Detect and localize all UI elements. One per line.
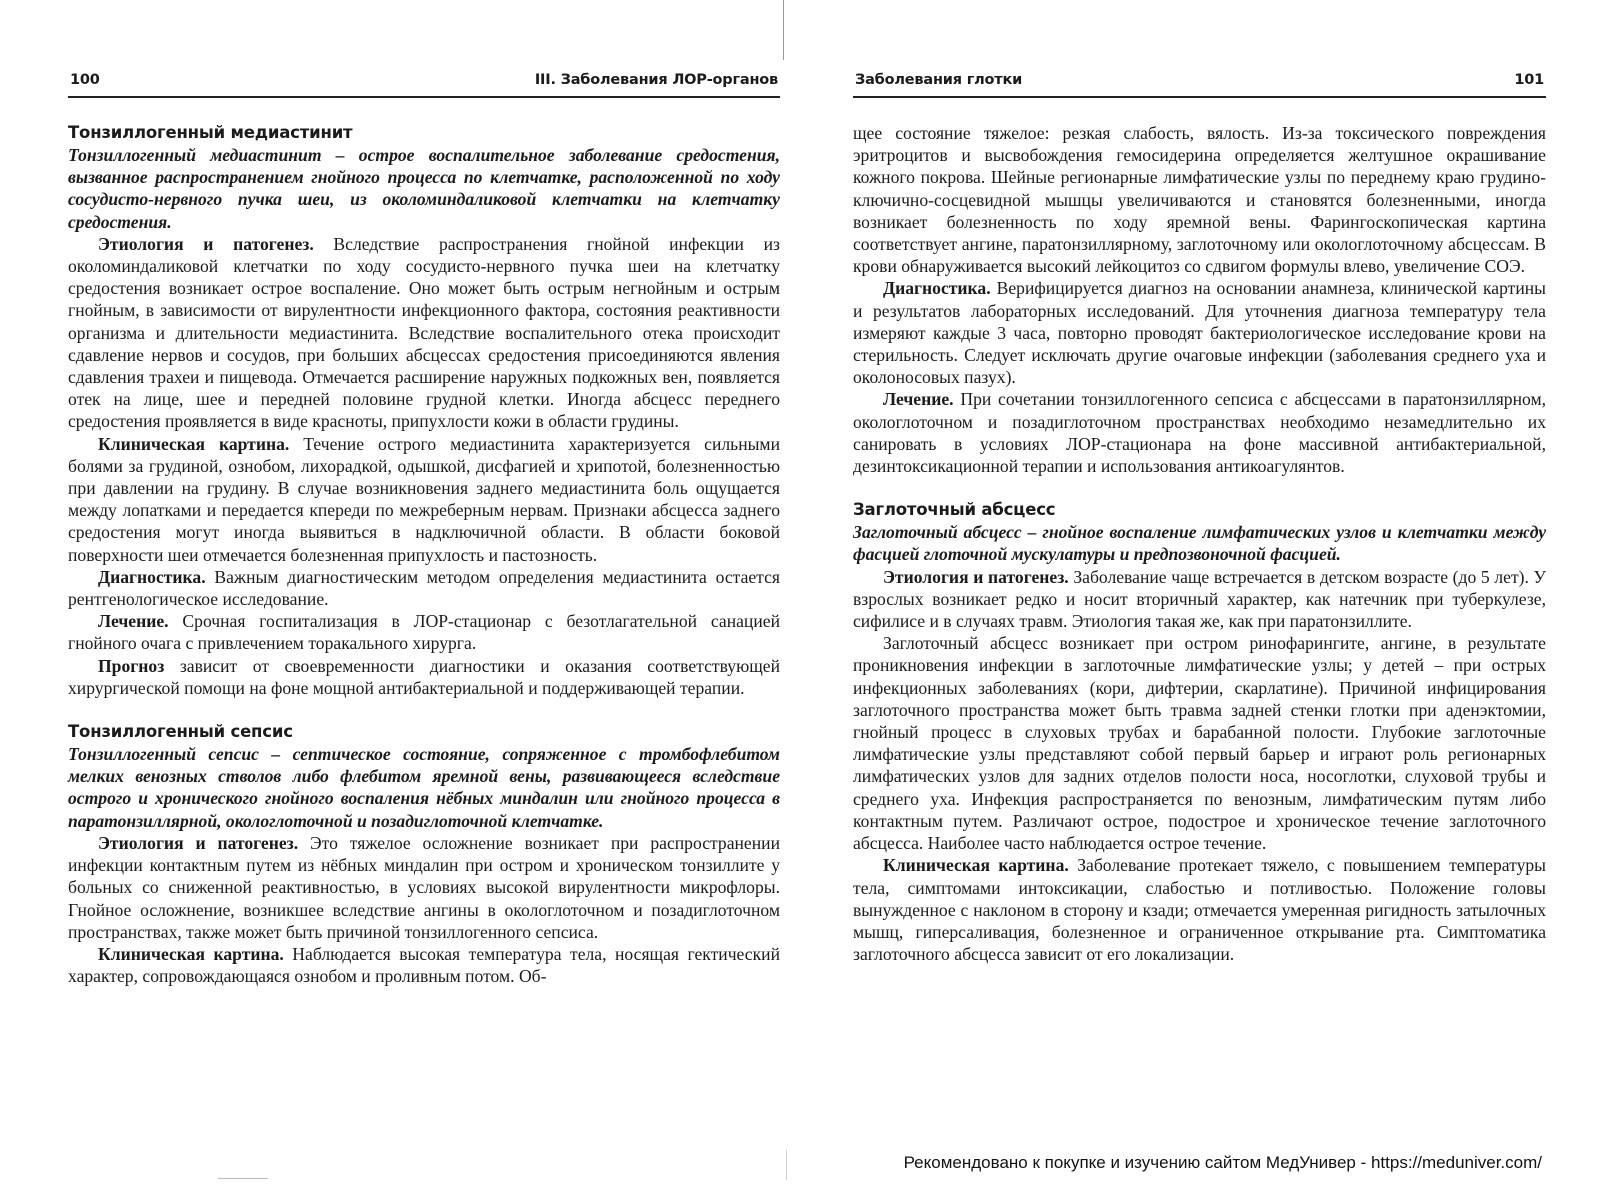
- definition-sepsis: Тонзиллогенный сепсис – септическое состояние, сопряженное с тромбофлебитом мелких венозных стволов либо флебитом яремной вены, развивающееся вследствие острого и хронического гнойного воспаления нёбных миндалин или гнойного процесса в паратонзиллярной, окологлоточной и позадиглоточной клетчатке.: [68, 744, 780, 831]
- paragraph: [68, 610, 780, 654]
- page-number-left: 100: [70, 72, 100, 88]
- paragraph-text: Верифицируется диагноз на основании анамнеза, клинической картины и результатов лабораторных исследований. Для уточнения диагноза температуру тела измеряют каждые 3 часа, повторно проводят бактериологическое исследование крови на стерильность. Следует исключать другие очаговые инфекции (заболевания среднего уха и околоносовых пазух).: [853, 278, 1546, 388]
- left-page-body: [68, 122, 780, 987]
- left-page: [68, 0, 780, 1204]
- paragraph-text: Вследствие распространения гнойной инфекции из околоминдаликовой клетчатки по ходу сосудисто-нервного пучка шеи на клетчатку средостения возникает острое воспаление. Оно может быть острым негнойным и острым гнойным, в зависимости от вирулентности инфекционного фактора, состояния реактивности организма и длительности медиастинита. Вследствие воспалительного отека происходит сдавление нервов и сосудов, при больших абсцессах средостения присоединяются явления сдавления трахеи и пищевода. Отмечается расширение наружных подкожных вен, появляется отек на лице, шее и передней половине грудной клетки. Иногда абсцесс переднего средостения проявляется в виде красноты, припухлости кожи в области грудины.: [68, 233, 780, 432]
- paragraph-text: Наблюдается высокая температура тела, носящая гектический характер, сопровождающаяся ознобом и проливным потом. Об-: [68, 943, 780, 987]
- paragraph: Заглоточный абсцесс возникает при остром ринофарингите, ангине, в результате проникновения инфекции в заглоточные лимфатические узлы; у детей – при острых инфекционных заболеваниях (кори, дифтерии, скарлатине). Причиной инфицирования заглоточного пространства может быть травма задней стенки глотки при аденэктомии, гнойный процесс в слуховых трубах и барабанной полости. Глубокие заглоточные лимфатические узлы представляют собой первый барьер и играют роль регионарных лимфатических узлов для задних отделов полости носа, носоглотки, слуховой трубы и среднего уха. Инфекция распространяется по венозным, лимфатическим путям либо контактным путем. Различают острое, подострое и хроническое течение заглоточного абсцесса. Наиболее часто наблюдается острое течение.: [853, 633, 1546, 854]
- paragraph: [68, 943, 780, 987]
- paragraph-text: Течение острого медиастинита характеризуется сильными болями за грудиной, ознобом, лихорадкой, одышкой, дисфагией и хрипотой, болезненностью при давлении на грудину. В случае возникновения заднего медиастинита боль ощущается между лопатками и передается кпереди по межреберным нервам. Признаки абсцесса заднего средостения могут иногда выявиться в надключичной области. В области боковой поверхности шеи отмечается болезненная припухлость и пастозность.: [68, 433, 780, 565]
- paragraph: [68, 655, 780, 699]
- paragraph-lead: Лечение.: [883, 389, 954, 410]
- paragraph: [853, 566, 1546, 633]
- paragraph-lead: Этиология и патогенез.: [98, 233, 314, 254]
- definition-retropharyngeal-abscess: Заглоточный абсцесс – гнойное воспаление лимфатических узлов и клетчатки между фасцией глоточной мускулатуры и предпозвоночной фасцией.: [853, 522, 1546, 565]
- paragraph: [68, 233, 780, 433]
- page-number-right: 101: [1514, 72, 1544, 88]
- footer-recommendation: Рекомендовано к покупке и изучению сайтом МедУнивер - https://meduniver.com/: [903, 1153, 1542, 1172]
- paragraph-lead: Диагностика.: [98, 566, 206, 587]
- right-page: [853, 0, 1546, 1204]
- paragraph: [853, 854, 1546, 965]
- paragraph-continuation: щее состояние тяжелое: резкая слабость, вялость. Из-за токсического повреждения эритроцитов и высвобождения гемосидерина определяется желтушное окрашивание кожного покрова. Шейные регионарные лимфатические узлы по переднему краю грудино-ключично-сосцевидной мышцы увеличиваются и становятся болезненными, иногда возникает болезненность по ходу яремной вены. Фарингоскопическая картина соответствует ангине, паратонзиллярному, заглоточному или окологлоточному абсцессам. В крови обнаруживается высокий лейкоцитоз со сдвигом формулы влево, увеличение СОЭ.: [853, 123, 1546, 277]
- section-gap: [68, 699, 780, 721]
- paragraph: [68, 433, 780, 566]
- left-running-head: [68, 70, 780, 98]
- paragraph-lead: Лечение.: [98, 611, 169, 632]
- book-spine-line-bottom: [786, 1150, 787, 1180]
- paragraph: [853, 277, 1546, 388]
- running-title-right: Заболевания глотки: [855, 72, 1023, 88]
- section-heading-mediastinitis: Тонзиллогенный медиастинит: [68, 123, 353, 142]
- scan-artifact-line: [218, 1178, 268, 1179]
- paragraph-text: При сочетании тонзиллогенного сепсиса с абсцессами в паратонзиллярном, окологлоточном и позадиглоточном пространствах необходимо незамедлительно их санировать в условиях ЛОР-стационара на фоне массивной антибактериальной, дезинтоксикационной терапии и использования антикоагулянтов.: [853, 389, 1546, 477]
- section-heading-sepsis: Тонзиллогенный сепсис: [68, 722, 293, 742]
- book-spine-line: [783, 0, 784, 60]
- section-gap: [853, 477, 1546, 499]
- paragraph-lead: Прогноз: [98, 655, 165, 676]
- paragraph-text: Срочная госпитализация в ЛОР-стационар с безотлагательной санацией гнойного очага с привлечением торакального хирурга.: [68, 611, 780, 654]
- paragraph-lead: Клиническая картина.: [98, 943, 284, 964]
- paragraph-lead: Клиническая картина.: [883, 855, 1069, 876]
- paragraph-text: Заболевание чаще встречается в детском возрасте (до 5 лет). У взрослых возникает редко и носит вторичный характер, как натечник при туберкулезе, сифилисе и в случаях травм. Этиология такая же, как при паратонзиллите.: [853, 566, 1546, 632]
- paragraph: [853, 388, 1546, 477]
- right-running-head: [853, 70, 1546, 98]
- paragraph: [68, 566, 780, 610]
- section-heading-retropharyngeal-abscess: Заглоточный абсцесс: [853, 500, 1056, 520]
- paragraph-lead: Этиология и патогенез.: [98, 832, 299, 853]
- right-page-body: [853, 122, 1546, 965]
- paragraph-lead: Клиническая картина.: [98, 433, 290, 454]
- definition-mediastinitis: Тонзиллогенный медиастинит – острое воспалительное заболевание средостения, вызванное распространением гнойного процесса по клетчатке, расположенной по ходу сосудисто-нервного пучка шеи, из околоминдаликовой клетчатки на клетчатку средостения.: [68, 145, 780, 232]
- paragraph-text: зависит от своевременности диагностики и оказания соответствующей хирургической помощи на фоне мощной антибактериальной и поддерживающей терапии.: [68, 655, 780, 698]
- paragraph-text: Важным диагностическим методом определения медиастинита остается рентгенологическое исследование.: [68, 566, 780, 610]
- paragraph-text: Это тяжелое осложнение возникает при распространении инфекции контактным путем из нёбных миндалин при остром и хроническом тонзиллите у больных со сниженной реактивностью, в условиях высокой вирулентности микрофлоры. Гнойное осложнение, возникшее вследствие ангины в окологлоточном и позадиглоточном пространствах, также может быть причиной тонзиллогенного сепсиса.: [68, 832, 780, 942]
- paragraph: [68, 832, 780, 943]
- running-title-left: III. Заболевания ЛОР-органов: [534, 72, 778, 88]
- paragraph-lead: Этиология и патогенез.: [883, 566, 1069, 587]
- paragraph-text: Заболевание протекает тяжело, с повышением температуры тела, симптомами интоксикации, слабостью и потливостью. Положение головы вынужденное с наклоном в сторону и кзади; отмечается умеренная ригидность затылочных мышц, гиперсаливация, болезненное и ограниченное открывание рта. Симптоматика заглоточного абсцесса зависит от его локализации.: [853, 855, 1546, 965]
- paragraph-lead: Диагностика.: [883, 278, 991, 299]
